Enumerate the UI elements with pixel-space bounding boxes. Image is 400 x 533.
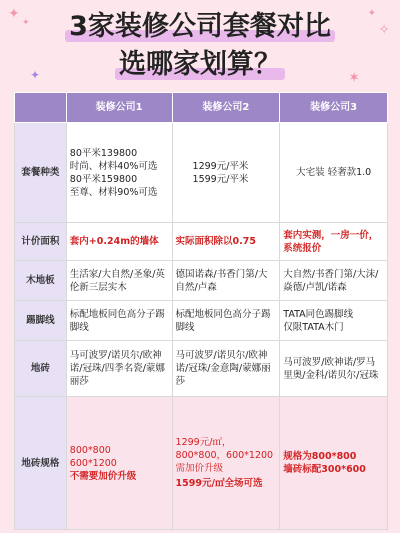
row-label: 套餐种类 bbox=[15, 123, 67, 223]
table-cell bbox=[66, 397, 172, 530]
sparkle-icon: ✦ bbox=[8, 6, 20, 22]
table-header-row bbox=[15, 93, 388, 123]
table-cell: 80平米139800 时尚、材料40%可选 80平米159800 至尊、材料90%可选 bbox=[66, 123, 172, 223]
table-cell: 套内实测，一房一价，系统报价 bbox=[280, 223, 388, 261]
header-company-3: 装修公司3 bbox=[280, 93, 388, 123]
table-cell: 德国诺森/书香门第/大自然/卢森 bbox=[172, 261, 280, 301]
page-title bbox=[0, 8, 400, 84]
table-cell: TATA同色踢脚线 仅限TATA木门 bbox=[280, 301, 388, 341]
table-cell: 马可波罗/诺贝尔/欧神诺/冠珠/金意陶/蒙娜丽莎 bbox=[172, 341, 280, 397]
table-cell: 实际面积除以0.75 bbox=[172, 223, 280, 261]
row-label: 木地板 bbox=[15, 261, 67, 301]
sparkle-icon: ✧ bbox=[378, 22, 390, 38]
header-blank bbox=[15, 93, 67, 123]
table-row bbox=[15, 223, 388, 261]
row-label: 地砖 bbox=[15, 341, 67, 397]
table-row bbox=[15, 301, 388, 341]
cell-text: 1299元/㎡，800*800，600*1200需加价升级 bbox=[175, 437, 274, 474]
sparkle-icon: ✦ bbox=[22, 18, 30, 28]
row-label: 计价面积 bbox=[15, 223, 67, 261]
sparkle-icon: ✦ bbox=[367, 8, 376, 19]
table-cell: 大自然/书香门第/大沫/焱德/卢凯/诺森 bbox=[280, 261, 388, 301]
header-company-1: 装修公司1 bbox=[66, 93, 172, 123]
table-cell: 标配地板同色高分子踢脚线 bbox=[172, 301, 280, 341]
row-label: 地砖规格 bbox=[15, 397, 67, 530]
sparkle-icon: ✦ bbox=[30, 68, 41, 82]
row-label: 踢脚线 bbox=[15, 301, 67, 341]
comparison-table bbox=[14, 92, 388, 530]
table-row bbox=[15, 261, 388, 301]
cell-emphasis: 不需要加价升级 bbox=[69, 470, 137, 482]
table-cell: 1299元/平米 1599元/平米 bbox=[172, 123, 280, 223]
title-line1: 3家装修公司套餐对比 bbox=[69, 8, 331, 46]
cell-emphasis: 1599元/㎡全场可选 bbox=[175, 478, 263, 489]
table-row bbox=[15, 341, 388, 397]
star-icon: ✶ bbox=[348, 70, 360, 86]
table-cell bbox=[172, 397, 280, 530]
cell-text: 800*800 600*1200 bbox=[69, 444, 117, 469]
table-cell: 大宅装 轻奢款1.0 bbox=[280, 123, 388, 223]
table-cell: 马可波罗/欧神诺/罗马里奥/金科/诺贝尔/冠珠 bbox=[280, 341, 388, 397]
table-cell: 标配地板同色高分子踢脚线 bbox=[66, 301, 172, 341]
table-cell: 规格为800*800 墙砖标配300*600 bbox=[280, 397, 388, 530]
table-cell: 生活家/大自然/圣象/英伦新三层实木 bbox=[66, 261, 172, 301]
table-row bbox=[15, 397, 388, 530]
title-line2: 选哪家划算？ bbox=[119, 46, 281, 84]
table-cell: 马可波罗/诺贝尔/欧神诺/冠珠/四季名瓷/蒙娜丽莎 bbox=[66, 341, 172, 397]
header-company-2: 装修公司2 bbox=[172, 93, 280, 123]
table-cell: 套内+0.24m的墙体 bbox=[66, 223, 172, 261]
table-row bbox=[15, 123, 388, 223]
